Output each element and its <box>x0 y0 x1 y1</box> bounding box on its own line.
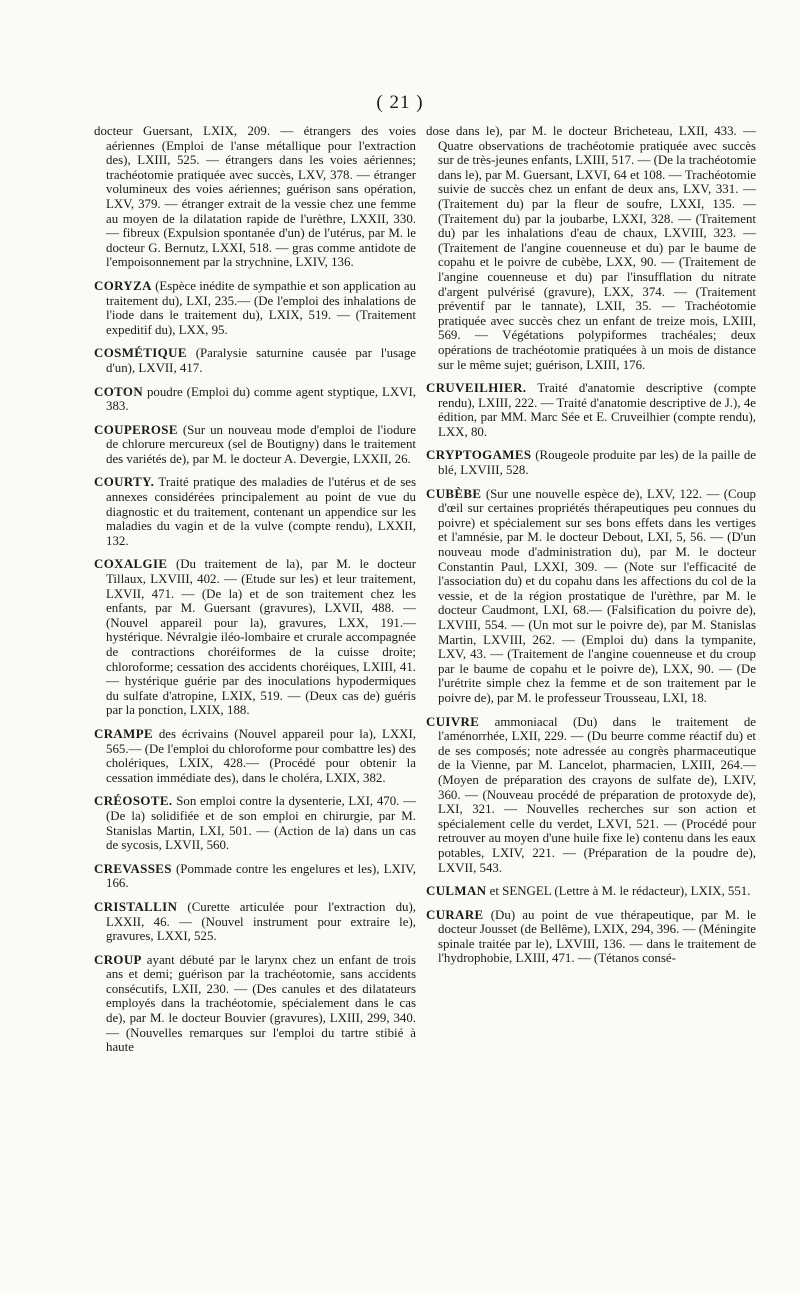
entry-text: Traité pratique des maladies de l'utérus et de ses annexes considérées principalement au point de vue du diagnostic et du traitement, contenant un appendice sur les maladies du vagin et de la vulve (compte rendu), LXXII, 132. <box>106 475 416 548</box>
index-entry <box>426 884 756 899</box>
index-entry <box>426 381 756 439</box>
entry-text: Son emploi contre la dysenterie, LXI, 470. — (De la) solidifiée et de son emploi en chirurgie, par M. Stanislas Martin, LXI, 501. — (Action de la) dans un cas de sycosis, LXVII, 560. <box>106 794 416 853</box>
index-entry <box>426 487 756 706</box>
entry-headword: CUIVRE <box>426 714 480 729</box>
index-entry <box>94 279 416 337</box>
entry-headword: COXALGIE <box>94 557 168 572</box>
index-entry <box>94 900 416 944</box>
entry-headword: CULMAN <box>426 884 487 899</box>
entry-text: (Pommade contre les engelures et les), LXIV, 166. <box>106 861 416 891</box>
entry-headword: CRAMPE <box>94 726 153 741</box>
index-entry <box>426 715 756 876</box>
index-entry <box>426 908 756 966</box>
entry-text: et SENGEL (Lettre à M. le rédacteur), LXIX, 551. <box>489 884 751 899</box>
entry-text: (Curette articulée pour l'extraction du), LXXII, 46. — (Nouvel instrument pour extraire le), gravures, LXXI, 525. <box>106 899 416 944</box>
entry-headword: COUPEROSE <box>94 422 178 437</box>
index-entry <box>94 423 416 467</box>
index-entry <box>94 557 416 718</box>
entry-text: (Du traitement de la), par M. le docteur Tillaux, LXVIII, 402. — (Etude sur les) et leur traitement, LXVII, 471. — (De la) et de son traitement chez les enfants, par M. Guersant (gravures), LXVII, 488. — (Nouvel appareil pour la), gravures, LXX, 191.— hystérique. Névralgie iléo-lombaire et crurale accompagnée de contractions choréiformes de la cuisse droite; chloroforme; cessation des accidents choréiques, LXIII, 41. — hystérique guérie par des inoculations hypodermiques du sulfate d'atropine, LXIX, 519. — (Deux cas de) guéris par la ponction, LXIX, 188. <box>106 557 416 718</box>
entry-headword: CUBÈBE <box>426 486 482 501</box>
index-entry <box>94 727 416 785</box>
index-entry <box>94 862 416 891</box>
entry-headword: CROUP <box>94 952 142 967</box>
entry-text: dose dans le), par M. le docteur Bricheteau, LXII, 433. — Quatre observations de trachéotomie pratiquée avec succès sur de très-jeunes enfants, LXIII, 517. — (De la trachéotomie dans le), par M. Guersant, LXVI, 64 et 108. — Trachéotomie suivie de succès chez un enfant de deux ans, LXV, 331. — (Traitement du) par la fleur de soufre, LXXI, 135. — (Traitement du) par la joubarbe, LXXI, 328. — (Traitement du) par les inhalations d'eau de chaux, LXVIII, 323. — (Traitement de l'angine couenneuse et du) par le baume de copahu et le poivre de cubèbe, LXX, 90. — (Traitement de l'angine couenneuse et du) par l'insufflation du nitrate d'argent pulvérisé (gravure), LXX, 374. — (Traitement préventif par le tannate), LXII, 35. — Trachéotomie pratiquée avec succès chez un enfant de treize mois, LXIII, 569. — Végétations polypiformes trachéales; deux opérations de trachéotomie pratiquées à un mois de distance sur le même sujet; guérison, LXIII, 176. <box>426 124 756 372</box>
entry-headword: CRUVEILHIER. <box>426 381 527 396</box>
left-column <box>94 124 416 1064</box>
entry-text: (Espèce inédite de sympathie et son application au traitement du), LXI, 235.— (De l'emploi des inhalations de l'iode dans le traitement du), LXIX, 519. — (Traitement expeditif du), LXX, 95. <box>106 278 416 337</box>
index-entry <box>94 953 416 1055</box>
entry-text: (Sur un nouveau mode d'emploi de l'iodure de chlorure mercureux (sel de Boutigny) dans le traitement des variétés de), par M. le docteur A. Devergie, LXXII, 26. <box>106 422 416 466</box>
entry-text: (Du) au point de vue thérapeutique, par M. le docteur Jousset (de Bellême), LXIX, 294, 396. — (Méningite spinale traitée par le), LXVIII, 136. — dans le traitement de l'hydrophobie, LXIII, 471. — (Tétanos consé- <box>438 907 756 966</box>
entry-text: Traité d'anatomie descriptive (compte rendu), LXIII, 222. — Traité d'anatomie descriptive de J.), 4e édition, par MM. Marc Sée et E. Cruveilhier (compte rendu), LXX, 80. <box>438 381 756 439</box>
entry-text: ayant débuté par le larynx chez un enfant de trois ans et demi; guérison par la trachéotomie, sans accidents consécutifs, LXII, 230. — (Des canules et des dilatateurs employés dans la trachéotomie, spécialement dans le cas de), par M. le docteur Bouvier (gravures), LXIII, 299, 340. — (Nouvelles remarques sur l'emploi du tartre stibié à haute <box>106 952 417 1055</box>
index-entry <box>94 475 416 548</box>
entry-headword: CRISTALLIN <box>94 899 178 914</box>
right-column <box>426 124 756 975</box>
entry-headword: COTON <box>94 384 144 399</box>
entry-headword: CREVASSES <box>94 861 172 876</box>
page-number: ( 21 ) <box>376 92 424 113</box>
entry-headword: CRÉOSOTE. <box>94 794 173 809</box>
entry-headword: CRYPTOGAMES <box>426 448 532 463</box>
entry-headword: CURARE <box>426 907 484 922</box>
index-entry <box>426 124 756 372</box>
index-entry <box>94 794 416 852</box>
entry-text: (Sur une nouvelle espèce de), LXV, 122. — (Coup d'œil sur certaines propriétés thérapeutiques peu connues du poivre) et spécialement sur ses bons effets dans les vertiges et l'amnésie, par M. le docteur Debout, LXI, 5, 56. — (D'un nouveau mode d'administration du), par M. le docteur Constantin Paul, LXXI, 309. — (Note sur l'efficacité de l'association du) et du copahu dans les affections du col de la vessie, et de la région prostatique de l'urèthre, par M. le docteur Caudmont, LXI, 68.— (Falsification du poivre de), LXVIII, 554. — (Un mot sur le poivre de), par M. Stanislas Martin, LXVIII, 262. — (Emploi du) dans la tympanite, LXV, 43. — (Traitement de l'angine couenneuse et du croup par le baume de copahu et le poivre de), LXX, 90. — (De l'urétrite simple chez la femme et de son traitement par le poivre de), par M. le professeur Trousseau, LXI, 18. <box>438 486 756 705</box>
index-entry <box>94 124 416 270</box>
index-entry <box>94 346 416 375</box>
entry-headword: COSMÉTIQUE <box>94 346 187 361</box>
entry-text: docteur Guersant, LXIX, 209. — étrangers des voies aériennes (Emploi de l'anse métallique pour l'extraction des), LXIII, 525. — étrangers dans les voies aériennes; trachéotomie pratiquée avec succès, LXV, 378. — étranger volumineux des voies aériennes; guérison sans opération, LXV, 379. — étranger extrait de la vessie chez une femme au moyen de la dilatation rapide de l'urèthre, LXXII, 330. — fibreux (Expulsion spontanée d'un) de l'utérus, par M. le docteur G. Bernutz, LXXI, 518. — gras comme antidote de l'empoisonnement par la strychnine, LXIV, 136. <box>94 124 416 270</box>
entry-headword: COURTY. <box>94 475 155 490</box>
entry-text: des écrivains (Nouvel appareil pour la), LXXI, 565.— (De l'emploi du chloroforme pour combattre les) des cholériques, LXIX, 428.— (Procédé pour obtenir la cessation immédiate des), dans le choléra, LXIX, 382. <box>106 726 416 785</box>
index-entry <box>94 385 416 414</box>
entry-text: poudre (Emploi du) comme agent styptique, LXVI, 383. <box>106 384 416 414</box>
entry-text: ammoniacal (Du) dans le traitement de l'aménorrhée, LXII, 229. — (Du beurre comme réactif du) et de ses composés; note adressée au congrès pharmaceutique de la Vienne, par M. Lancelot, pharmacien, LXIII, 264.— (Moyen de préparation des crayons de sulfate de), LXIV, 360. — (Nouveau procédé de préparation de protoxyde de), LXI, 321. — Nouvelles recherches sur son action et spécialement celle du verdet, LXVI, 521. — (Procédé pour retrouver au moyen d'une huile fixe le) contenu dans les eaux potables, LXIV, 221. — (Préparation de la poudre de), LXVII, 543. <box>438 714 756 875</box>
index-entry <box>426 448 756 477</box>
entry-text: (Paralysie saturnine causée par l'usage d'un), LXVII, 417. <box>106 346 416 375</box>
entry-text: (Rougeole produite par les) de la paille de blé, LXVIII, 528. <box>438 448 756 478</box>
entry-headword: CORYZA <box>94 278 152 293</box>
